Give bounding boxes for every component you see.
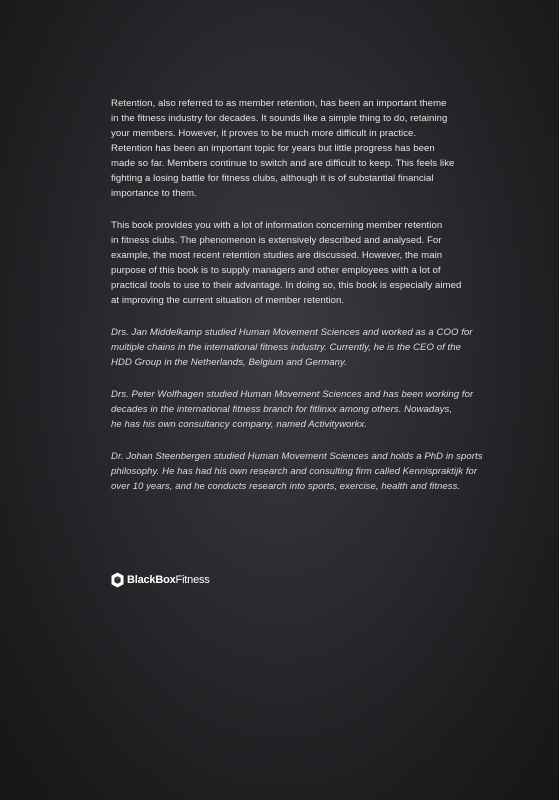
text-line: made so far. Members continue to switch and are difficult to keep. This feels like: [111, 158, 455, 169]
text-line: practical tools to use to their advantage. In doing so, this book is especially aimed: [111, 280, 462, 291]
text-line: at improving the current situation of member retention.: [111, 295, 345, 306]
text-line: example, the most recent retention studies are discussed. However, the main: [111, 250, 443, 261]
author-bio-wolfhagen: [111, 387, 511, 432]
text-line: over 10 years, and he conducts research into sports, exercise, health and fitness.: [111, 481, 461, 492]
text-line: Drs. Peter Wolfhagen studied Human Movement Sciences and has been working for: [111, 389, 474, 400]
publisher-logo: [111, 571, 210, 589]
author-bio-steenbergen: [111, 449, 511, 494]
logo-wordmark-bold: BlackBox: [127, 574, 176, 586]
paragraph-intro: [111, 96, 511, 201]
text-line: Dr. Johan Steenbergen studied Human Movement Sciences and holds a PhD in sports: [111, 451, 483, 462]
text-line: Drs. Jan Middelkamp studied Human Movement Sciences and worked as a COO for: [111, 327, 473, 338]
text-line: in the fitness industry for decades. It sounds like a simple thing to do, retaining: [111, 113, 448, 124]
text-line: Retention, also referred to as member retention, has been an important theme: [111, 98, 447, 109]
text-line: purpose of this book is to supply managers and other employees with a lot of: [111, 265, 441, 276]
text-line: philosophy. He has had his own research and consulting firm called Kennispraktijk for: [111, 466, 478, 477]
cover-text: [111, 96, 511, 511]
text-line: HDD Group in the Netherlands, Belgium and Germany.: [111, 357, 347, 368]
text-line: your members. However, it proves to be much more difficult in practice.: [111, 128, 417, 139]
blackbox-cube-icon: [111, 572, 124, 588]
text-line: decades in the international fitness branch for fitlinxx among others. Nowadays,: [111, 404, 453, 415]
text-line: fighting a losing battle for fitness clubs, although it is of substantial financial: [111, 173, 434, 184]
author-bio-middelkamp: [111, 325, 511, 370]
logo-wordmark: [127, 572, 210, 588]
text-line: in fitness clubs. The phenomenon is extensively described and analysed. For: [111, 235, 442, 246]
text-line: Retention has been an important topic for years but little progress has been: [111, 143, 435, 154]
text-line: This book provides you with a lot of information concerning member retention: [111, 220, 443, 231]
paragraph-purpose: [111, 218, 511, 308]
logo-wordmark-light: Fitness: [175, 574, 210, 586]
text-line: multiple chains in the international fitness industry. Currently, he is the CEO of the: [111, 342, 462, 353]
text-line: he has his own consultancy company, named Activityworkx.: [111, 419, 368, 430]
text-line: importance to them.: [111, 188, 197, 199]
